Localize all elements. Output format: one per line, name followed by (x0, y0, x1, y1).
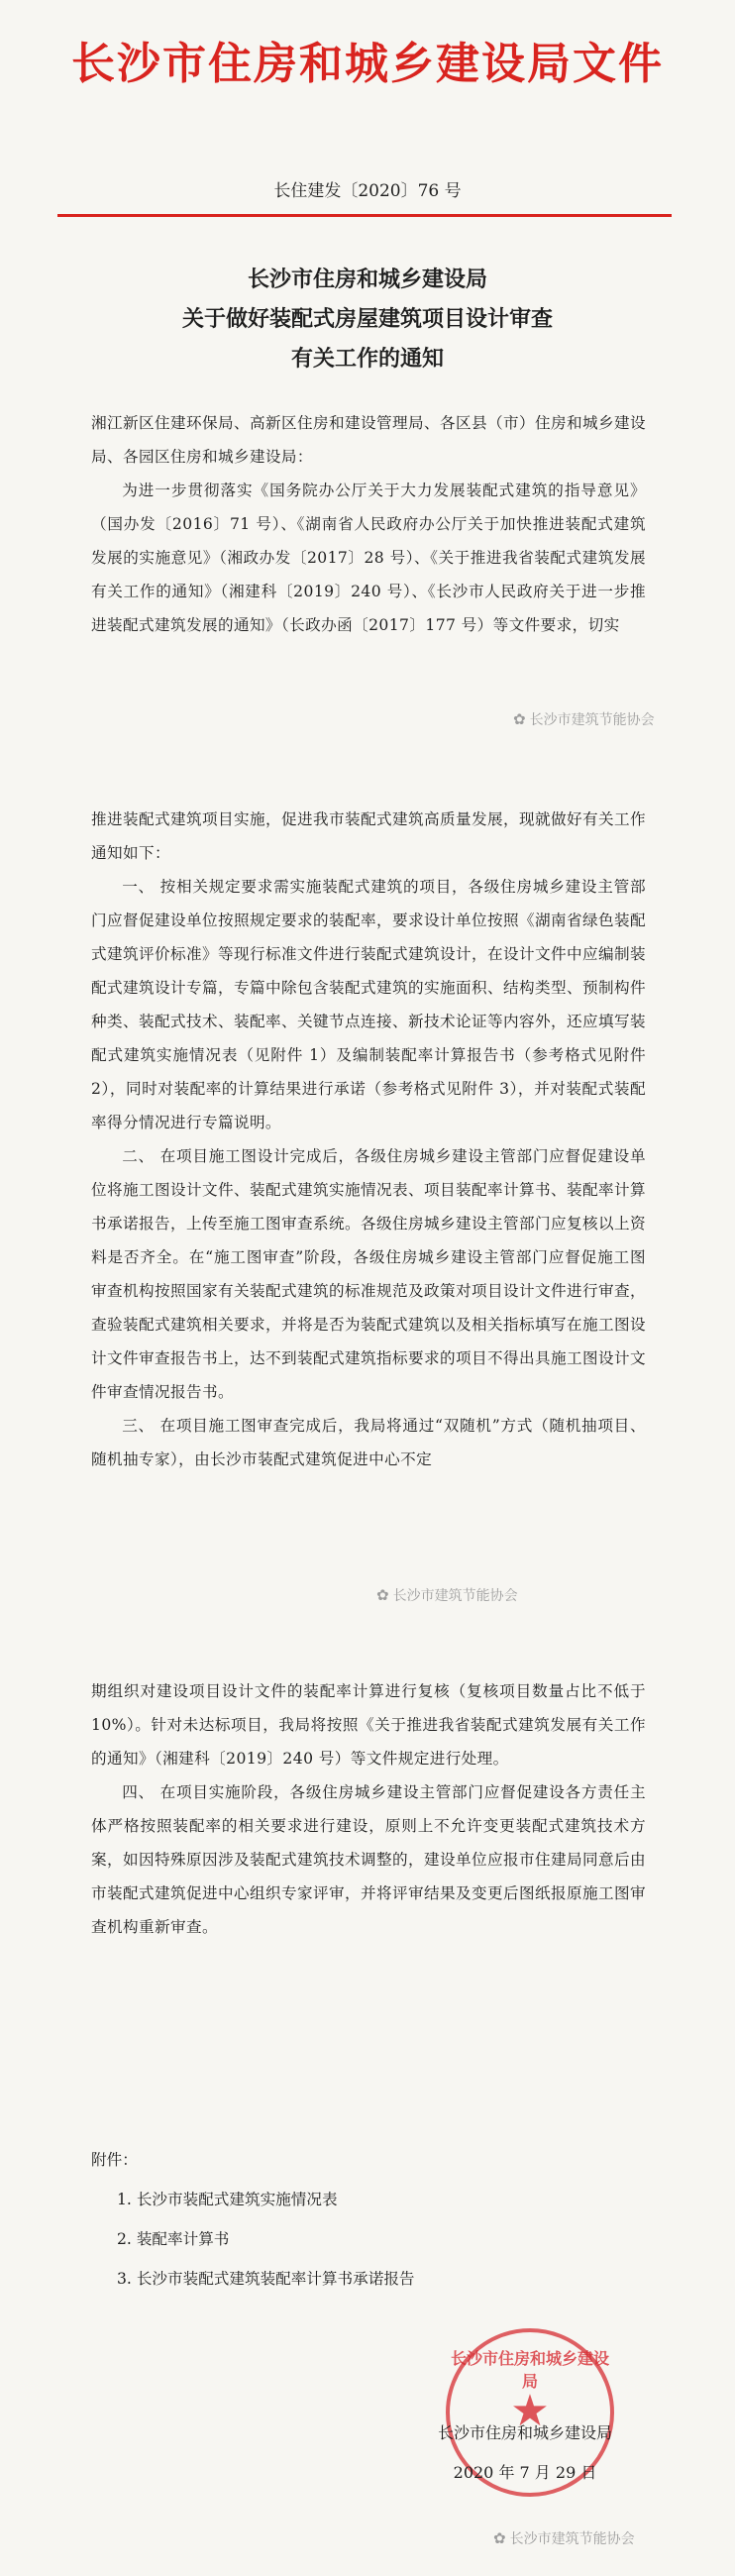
wechat-icon: ✿ (376, 1586, 389, 1604)
attachments (91, 2140, 646, 2299)
red-divider (57, 214, 672, 217)
item-3: 三、 在项目施工图审查完成后，我局将通过“双随机”方式（随机抽项目、随机抽专家），由长沙市装配式建筑促进中心不定 (91, 1417, 646, 1468)
item-3-cont: 期组织对建设项目设计文件的装配率计算进行复核（复核项目数量占比不低于 10%）。针对未达标项目，我局将按照《关于推进我省装配式建筑发展有关工作的通知》（湘建科〔2019〕240 号）等文件规定进行处理。 (91, 1682, 646, 1768)
attachments-label: 附件： (91, 2151, 138, 2169)
issue-date: 2020 年 7 月 29 日 (453, 2463, 597, 2482)
watermark-text: 长沙市建筑节能协会 (509, 2531, 635, 2547)
wechat-icon: ✿ (513, 710, 526, 728)
watermark-text: 长沙市建筑节能协会 (392, 1588, 518, 1604)
notice-title-line3: 有关工作的通知 (290, 346, 444, 372)
signature-block (416, 2414, 634, 2493)
document-header-title: 长沙市住房和城乡建设局文件 (71, 39, 664, 89)
body-section-2 (91, 803, 646, 1476)
attachment-item: 2. 装配率计算书 (117, 2230, 230, 2248)
watermark-text: 长沙市建筑节能协会 (529, 712, 655, 728)
paragraph-intro-cont: 推进装配式建筑项目实施，促进我市装配式建筑高质量发展，现就做好有关工作通知如下： (91, 810, 646, 862)
watermark (493, 2528, 635, 2548)
watermark (513, 709, 655, 729)
recipients: 湘江新区住建环保局、高新区住房和建设管理局、各区县（市）住房和城乡建设局、各园区住房和城乡建设局： (91, 414, 646, 466)
body-section-1 (91, 406, 646, 642)
item-4: 四、 在项目实施阶段，各级住房城乡建设主管部门应督促建设各方责任主体严格按照装配率的相关要求进行建设，原则上不允许变更装配式建筑技术方案，如因特殊原因涉及装配式建筑技术调整的，建设单位应报市住建局同意后由市装配式建筑促进中心组织专家评审，并将评审结果及变更后图纸报原施工图审查机构重新审查。 (91, 1783, 646, 1936)
star-icon: ★ (510, 2386, 550, 2436)
paragraph-intro: 为进一步贯彻落实《国务院办公厅关于大力发展装配式建筑的指导意见》（国办发〔2016〕71 号）、《湖南省人民政府办公厅关于加快推进装配式建筑发展的实施意见》（湘政办发〔2017〕28 号）、《关于推进我省装配式建筑发展有关工作的通知》（湘建科〔2019〕240 号）、《长沙市人民政府关于进一步推进装配式建筑发展的通知》（长政办函〔2017〕177 号）等文件要求，切实 (91, 482, 646, 634)
body-section-3 (91, 1674, 646, 1944)
attachment-item: 1. 长沙市装配式建筑实施情况表 (117, 2191, 338, 2208)
wechat-icon: ✿ (493, 2529, 506, 2547)
issuer-name: 长沙市住房和城乡建设局 (437, 2423, 612, 2442)
watermark (376, 1585, 518, 1605)
notice-title-line1: 长沙市住房和城乡建设局 (247, 267, 487, 292)
attachment-item: 3. 长沙市装配式建筑装配率计算书承诺报告 (117, 2270, 415, 2288)
seal-text: 长沙市住房和城乡建设局 (450, 2349, 609, 2391)
notice-title (0, 260, 735, 378)
document-number: 长住建发〔2020〕76 号 (273, 181, 462, 201)
item-1: 一、 按相关规定要求需实施装配式建筑的项目，各级住房城乡建设主管部门应督促建设单位按照规定要求的装配率，要求设计单位按照《湖南省绿色装配式建筑评价标准》等现行标准文件进行装配式建筑设计，在设计文件中应编制装配式建筑设计专篇，专篇中除包含装配式建筑的实施面积、结构类型、预制构件种类、装配式技术、装配率、关键节点连接、新技术论证等内容外，还应填写装配式建筑实施情况表（见附件 1）及编制装配率计算报告书（参考格式见附件 2），同时对装配率的计算结果进行承诺（参考格式见附件 3），并对装配式装配率得分情况进行专篇说明。 (91, 878, 646, 1131)
item-2: 二、 在项目施工图设计完成后，各级住房城乡建设主管部门应督促建设单位将施工图设计文件、装配式建筑实施情况表、项目装配率计算书、装配率计算书承诺报告，上传至施工图审查系统。各级住房城乡建设主管部门应复核以上资料是否齐全。在“施工图审查”阶段，各级住房城乡建设主管部门应督促施工图审查机构按照国家有关装配式建筑的标准规范及政策对项目设计文件进行审查，查验装配式建筑相关要求，并将是否为装配式建筑以及相关指标填写在施工图设计文件审查报告书上，达不到装配式建筑指标要求的项目不得出具施工图设计文件审查情况报告书。 (91, 1147, 646, 1401)
notice-title-line2: 关于做好装配式房屋建筑项目设计审查 (181, 306, 553, 332)
